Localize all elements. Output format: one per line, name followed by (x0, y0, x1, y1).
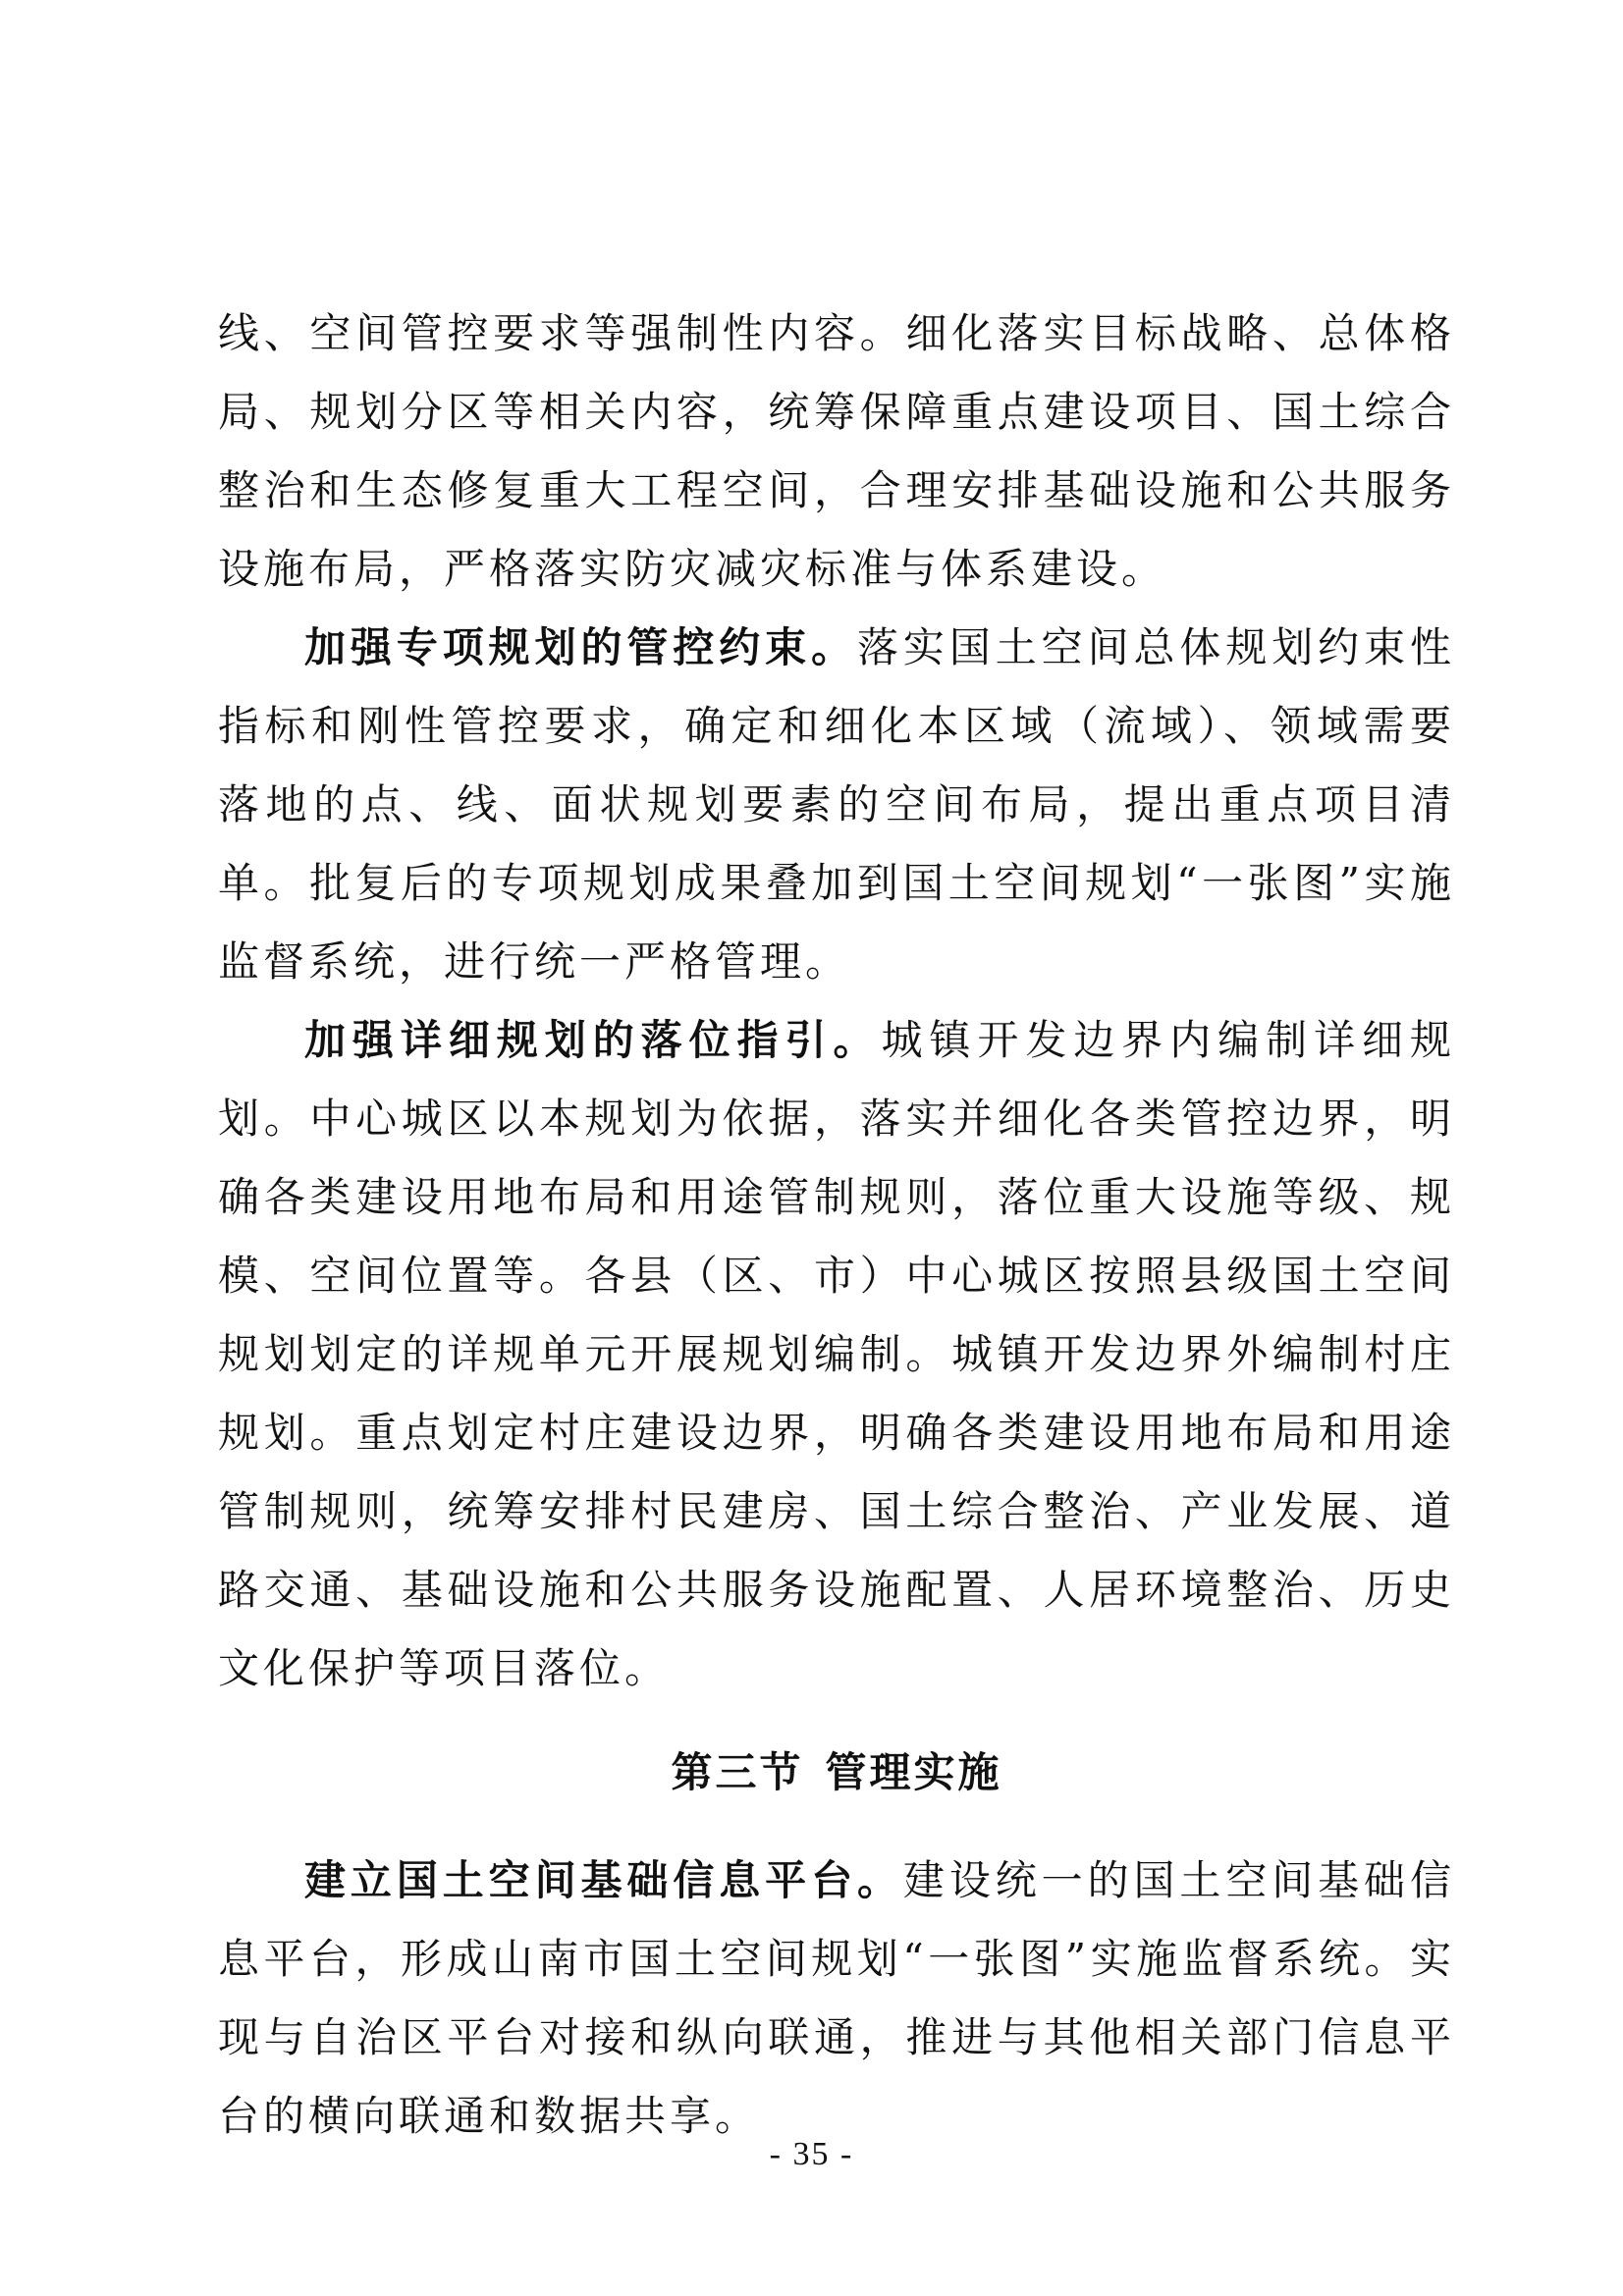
paragraph-detailed-planning (218, 1001, 1455, 1708)
section-heading (218, 1734, 1455, 1812)
paragraph-lead: 加强详细规划的落位指引。 (304, 1016, 882, 1064)
page-body (218, 294, 1455, 2156)
paragraph-text: 落实国土空间总体规划约束性指标和刚性管控要求，确定和细化本区域（流域）、领域需要落地的点、线、面状规划要素的空间布局，提出重点项目清单。批复后的专项规划成果叠加到国土空间规划“一张图”实施监督系统，进行统一严格管理。 (218, 623, 1455, 986)
section-title: 管理实施 (825, 1748, 1002, 1796)
paragraph-lead: 加强专项规划的管控约束。 (304, 623, 857, 671)
paragraph-lead: 建立国土空间基础信息平台。 (304, 1856, 903, 1904)
paragraph-info-platform (218, 1842, 1455, 2156)
paragraph-text: 城镇开发边界内编制详细规划。中心城区以本规划为依据，落实并细化各类管控边界，明确各类建设用地布局和用途管制规则，落位重大设施等级、规模、空间位置等。各县（区、市）中心城区按照县级国土空间规划划定的详规单元开展规划编制。城镇开发边界外编制村庄规划。重点划定村庄建设边界，明确各类建设用地布局和用途管制规则，统筹安排村民建房、国土综合整治、产业发展、道路交通、基础设施和公共服务设施配置、人居环境整治、历史文化保护等项目落位。 (218, 1016, 1455, 1692)
paragraph-special-planning (218, 609, 1455, 1001)
page-number: - 35 - (769, 2136, 854, 2172)
paragraph-continued (218, 294, 1455, 609)
section-number: 第三节 (671, 1748, 804, 1796)
paragraph-text: 建设统一的国土空间基础信息平台，形成山南市国土空间规划“一张图”实施监督系统。实现与自治区平台对接和纵向联通，推进与其他相关部门信息平台的横向联通和数据共享。 (218, 1856, 1455, 2140)
paragraph-text: 线、空间管控要求等强制性内容。细化落实目标战略、总体格局、规划分区等相关内容，统筹保障重点建设项目、国土综合整治和生态修复重大工程空间，合理安排基础设施和公共服务设施布局，严格落实防灾减灾标准与体系建设。 (218, 309, 1455, 593)
